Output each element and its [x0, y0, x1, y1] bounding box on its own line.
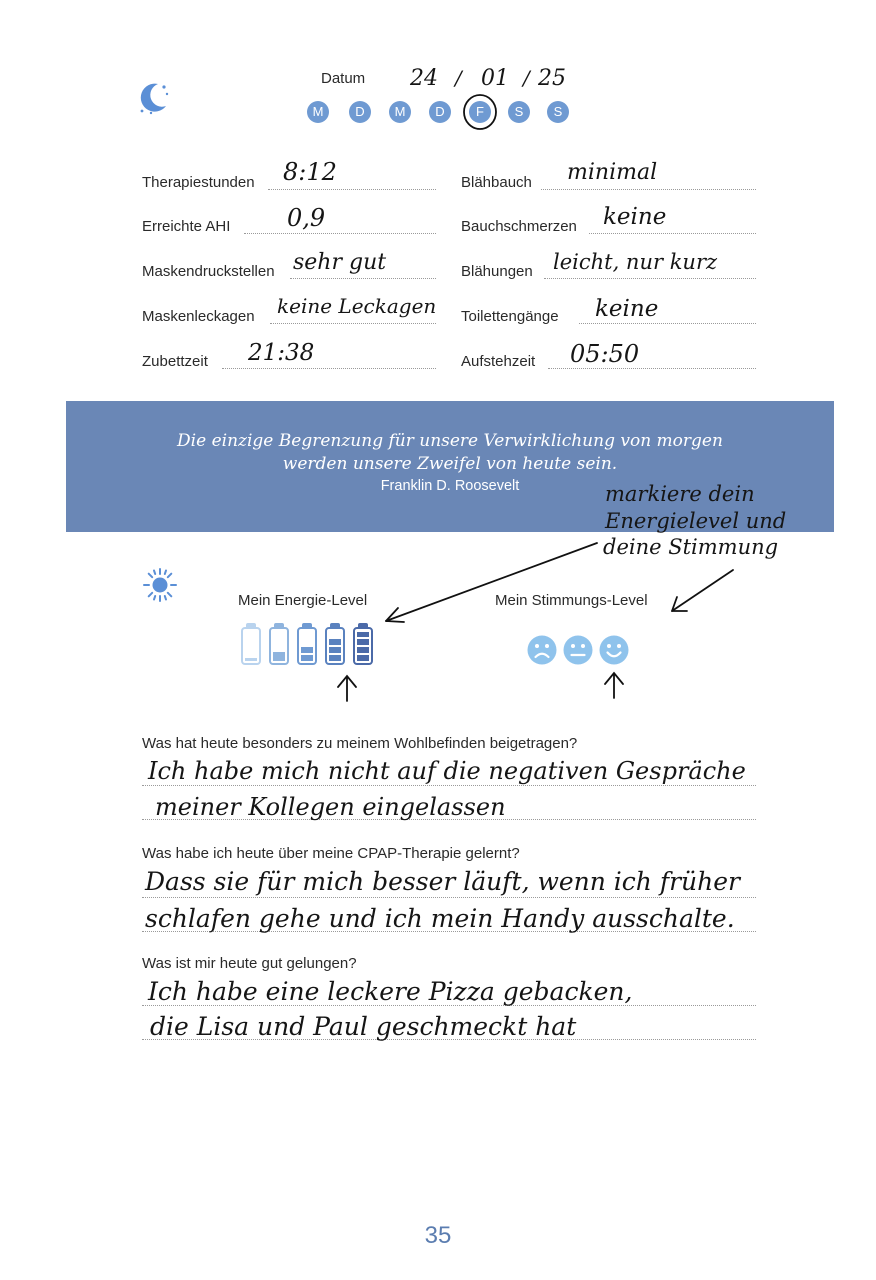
- page-number: 35: [424, 1222, 452, 1249]
- weekday-wed[interactable]: M: [389, 101, 411, 123]
- field-label-maskenleckagen: Maskenleckagen: [142, 308, 255, 325]
- mood-label: Mein Stimmungs-Level: [495, 592, 648, 609]
- date-sep-1: /: [455, 66, 462, 90]
- annotation-line-1: markiere dein: [605, 482, 755, 506]
- date-month: 01: [481, 66, 509, 91]
- field-label-therapiestunden: Therapiestunden: [142, 174, 255, 191]
- arrow-up-mood: [605, 673, 623, 698]
- field-label-zubettzeit: Zubettzeit: [142, 353, 208, 370]
- quote-author: Franklin D. Roosevelt: [380, 478, 520, 494]
- date-sep-2: /: [523, 66, 530, 90]
- weekday-fri[interactable]: F: [469, 101, 491, 123]
- field-label-bauchschmerzen: Bauchschmerzen: [461, 218, 577, 235]
- field-label-toilettengaenge: Toilettengänge: [461, 308, 559, 325]
- field-value-blaehungen[interactable]: leicht, nur kurz: [553, 250, 718, 274]
- arrow-up-energy: [338, 676, 356, 701]
- field-value-maskenleckagen[interactable]: keine Leckagen: [277, 294, 437, 318]
- question-2: Was habe ich heute über meine CPAP-Therapie gelernt?: [142, 845, 520, 862]
- field-label-ahi: Erreichte AHI: [142, 218, 231, 235]
- date-label: Datum: [321, 70, 366, 87]
- answer-2-line-1[interactable]: Dass sie für mich besser läuft, wenn ich früher: [145, 867, 741, 896]
- answer-1-line-1[interactable]: Ich habe mich nicht auf die negativen Gespräche: [148, 757, 746, 785]
- answer-3-line-1[interactable]: Ich habe eine leckere Pizza gebacken,: [148, 977, 633, 1006]
- energy-label: Mein Energie-Level: [238, 592, 368, 609]
- dotted-line: [142, 897, 756, 898]
- weekday-sat[interactable]: S: [508, 101, 530, 123]
- date-year: 25: [538, 66, 566, 91]
- field-label-blaehbauch: Blähbauch: [461, 174, 532, 191]
- date-day: 24: [410, 66, 438, 91]
- quote-line-1: Die einzige Begrenzung für unsere Verwirklichung von morgen: [177, 431, 723, 451]
- question-1: Was hat heute besonders zu meinem Wohlbefinden beigetragen?: [142, 735, 578, 752]
- quote-line-2: werden unsere Zweifel von heute sein.: [282, 454, 618, 474]
- arrow-to-mood: [672, 570, 733, 611]
- field-label-aufstehzeit: Aufstehzeit: [461, 353, 536, 370]
- answer-2-line-2[interactable]: schlafen gehe und ich mein Handy ausschalte.: [145, 904, 735, 933]
- field-value-bauchschmerzen[interactable]: keine: [603, 204, 667, 230]
- field-value-toilettengaenge[interactable]: keine: [595, 296, 659, 322]
- field-value-aufstehzeit[interactable]: 05:50: [570, 340, 640, 368]
- weekday-tue[interactable]: D: [349, 101, 371, 123]
- annotation-line-3: deine Stimmung: [603, 535, 779, 559]
- dotted-line: [142, 785, 756, 786]
- weekday-mon[interactable]: M: [307, 101, 329, 123]
- weekday-sun[interactable]: S: [547, 101, 569, 123]
- weekday-thu[interactable]: D: [429, 101, 451, 123]
- field-value-blaehbauch[interactable]: minimal: [567, 160, 658, 185]
- annotation-line-2: Energielevel und: [605, 509, 787, 533]
- field-value-maskendruckstellen[interactable]: sehr gut: [293, 250, 387, 275]
- field-value-ahi[interactable]: 0,9: [287, 204, 326, 232]
- answer-3-line-2[interactable]: die Lisa und Paul geschmeckt hat: [150, 1012, 577, 1041]
- arrow-to-energy: [386, 543, 597, 621]
- field-value-therapiestunden[interactable]: 8:12: [283, 158, 337, 186]
- field-label-maskendruckstellen: Maskendruckstellen: [142, 263, 275, 280]
- field-label-blaehungen: Blähungen: [461, 263, 533, 280]
- answer-1-line-2[interactable]: meiner Kollegen eingelassen: [155, 793, 506, 821]
- field-value-zubettzeit[interactable]: 21:38: [248, 340, 315, 366]
- question-3: Was ist mir heute gut gelungen?: [142, 955, 357, 972]
